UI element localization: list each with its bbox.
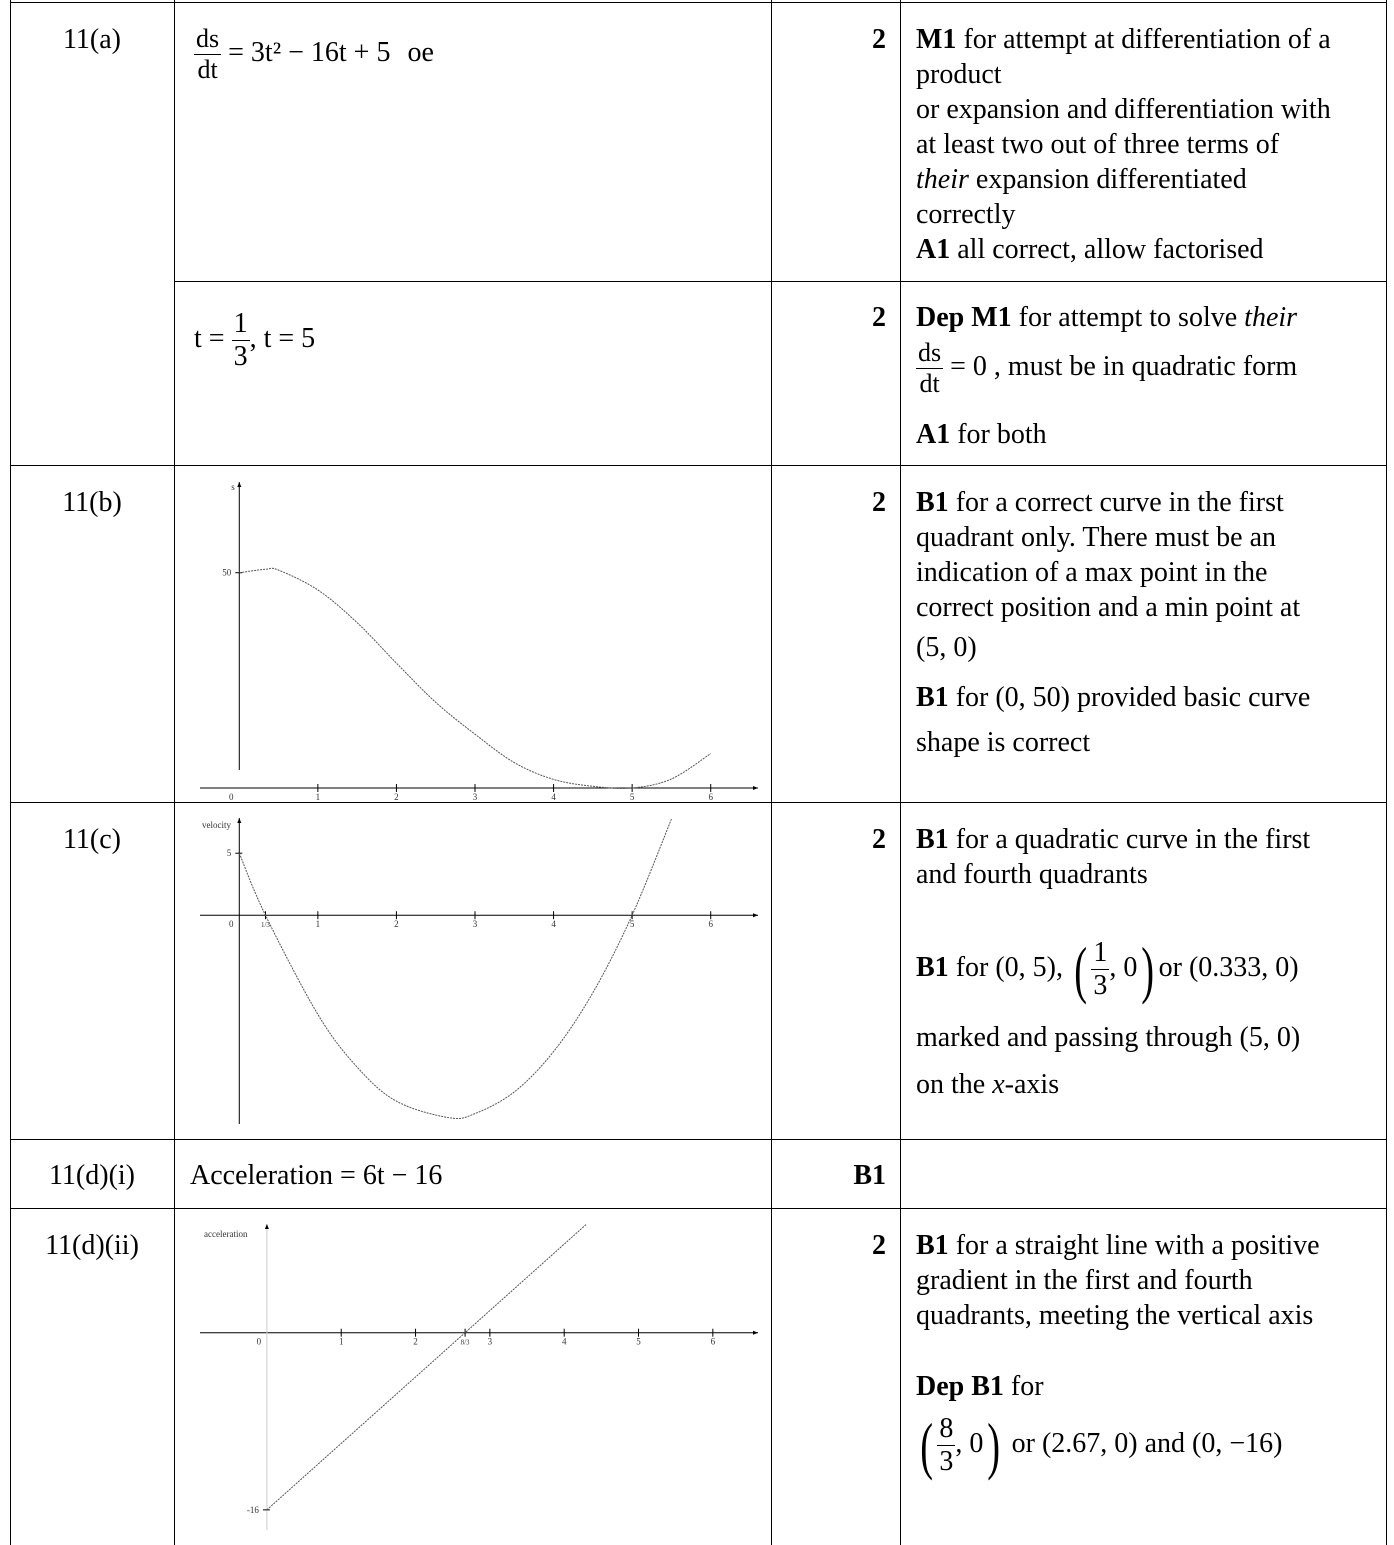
guidance-line xyxy=(916,1020,1300,1055)
mark-code: B1 xyxy=(916,952,949,983)
one-third-fraction xyxy=(232,310,250,371)
guidance-text: on the xyxy=(916,1069,986,1100)
x-tick-label: 4 xyxy=(551,792,556,802)
derivative-rhs: = 3t² − 16t + 5 xyxy=(228,36,391,68)
mark-code: M1 xyxy=(916,24,957,55)
acceleration-graph xyxy=(182,1214,766,1540)
guidance-emphasis: their xyxy=(916,164,969,195)
guidance-line: gradient in the first and fourth xyxy=(916,1265,1253,1296)
x-tick-label: 0 xyxy=(256,1336,262,1347)
guidance-point: (0, 5), xyxy=(995,952,1063,983)
fraction-denominator: 3 xyxy=(939,1446,954,1478)
fraction-denominator: 3 xyxy=(1093,970,1108,1002)
table-rule xyxy=(10,465,1387,466)
x-tick-label: 5 xyxy=(629,919,635,930)
mark-code: B1 xyxy=(916,487,949,518)
guidance-line: quadrants, meeting the vertical axis xyxy=(916,1300,1314,1331)
series-line xyxy=(239,568,710,788)
y-axis-label: s xyxy=(231,482,235,492)
guidance-text: marked and passing through xyxy=(916,1022,1233,1053)
guidance-line xyxy=(916,162,1247,197)
x-tick-label: 6 xyxy=(708,919,713,930)
ds-dt-fraction xyxy=(916,340,943,397)
table-rule xyxy=(1386,0,1387,1545)
guidance-line: shape is correct xyxy=(916,727,1091,758)
guidance-line xyxy=(916,1369,1044,1404)
x-tick-label: 2 xyxy=(394,919,399,930)
table-rule xyxy=(10,802,1387,803)
marks-11a-1: 2 xyxy=(872,24,886,55)
y-axis-arrow xyxy=(237,482,241,487)
y-axis-label: velocity xyxy=(202,820,231,830)
guidance-emphasis: their xyxy=(1244,302,1298,333)
answer-11a-derivative xyxy=(194,26,434,83)
guidance-line xyxy=(916,232,1264,267)
fraction-numerator: ds xyxy=(196,24,220,53)
guidance-line: or expansion and differentiation with xyxy=(916,94,1331,125)
right-paren: ) xyxy=(1141,933,1155,1005)
x-tick-label: 3 xyxy=(472,792,478,802)
guidance-line: correctly xyxy=(916,199,1016,230)
table-rule xyxy=(10,1208,1387,1209)
mark-code: B1 xyxy=(916,824,949,855)
marks-11dii: 2 xyxy=(872,1230,886,1261)
question-id-11b: 11(b) xyxy=(62,487,122,518)
question-id-11di: 11(d)(i) xyxy=(48,1160,136,1191)
guidance-text: for both xyxy=(957,419,1047,450)
question-id-11c: 11(c) xyxy=(62,824,122,855)
y-axis-arrow xyxy=(237,818,241,823)
x-axis-arrow xyxy=(753,1331,758,1335)
x-tick-label: 1 xyxy=(315,919,321,930)
mark-code: A1 xyxy=(916,234,951,265)
guidance-text: or xyxy=(1158,952,1182,983)
fraction-numerator: 1 xyxy=(233,308,248,339)
guidance-text: for attempt at differentiation of a xyxy=(963,24,1331,55)
one-third-fraction xyxy=(1091,939,1109,1000)
right-paren: ) xyxy=(987,1409,1001,1481)
left-paren: ( xyxy=(1074,933,1088,1005)
table-rule xyxy=(10,1139,1387,1140)
guidance-line: correct position and a min point at xyxy=(916,592,1301,623)
oe-note: oe xyxy=(407,36,434,68)
x-tick-label: 4 xyxy=(561,1336,567,1347)
point-zero: , 0 xyxy=(955,1428,984,1459)
x-tick-label: 0 xyxy=(229,792,234,802)
guidance-text: provided basic curve xyxy=(1077,682,1311,713)
velocity-graph xyxy=(182,808,766,1134)
table-rule xyxy=(771,0,772,1545)
y-tick-label: -16 xyxy=(246,1504,259,1515)
guidance-emphasis: x xyxy=(992,1069,1005,1100)
guidance-text: for xyxy=(955,952,989,983)
question-id-11a: 11(a) xyxy=(62,24,122,55)
guidance-text: all correct, allow factorised xyxy=(957,234,1264,265)
x-tick-label: 2 xyxy=(413,1336,418,1347)
marks-11di: B1 xyxy=(853,1160,886,1191)
left-paren: ( xyxy=(920,1409,934,1481)
x-tick-label: 1/3 xyxy=(260,921,270,930)
fraction-denominator: 3 xyxy=(233,341,248,372)
guidance-line xyxy=(916,822,1310,857)
marks-11a-2: 2 xyxy=(872,302,886,333)
guidance-point: (0, −16) xyxy=(1192,1428,1283,1459)
fraction-denominator: dt xyxy=(919,369,940,398)
fraction-numerator: 8 xyxy=(939,1413,954,1445)
guidance-text: for a straight line with a positive xyxy=(955,1230,1320,1261)
guidance-line xyxy=(916,340,1297,397)
table-rule xyxy=(10,0,11,1545)
guidance-line: and fourth quadrants xyxy=(916,859,1148,890)
fraction-numerator: 1 xyxy=(1093,937,1108,969)
mark-code: B1 xyxy=(916,682,949,713)
guidance-text: expansion differentiated xyxy=(975,164,1247,195)
guidance-text: for a quadratic curve in the first xyxy=(955,824,1311,855)
guidance-text: for a correct curve in the first xyxy=(955,487,1284,518)
x-tick-label: 5 xyxy=(636,1336,641,1347)
ds-dt-fraction xyxy=(194,26,221,83)
guidance-line xyxy=(916,930,1299,1008)
series-line xyxy=(239,819,671,1118)
guidance-text: for xyxy=(955,682,989,713)
x-tick-label: 2 xyxy=(394,792,399,802)
series-line xyxy=(267,1224,587,1510)
guidance-point: (5, 0) xyxy=(1239,1022,1301,1053)
guidance-line xyxy=(916,1404,1283,1486)
y-tick-label: 5 xyxy=(226,848,232,859)
x-tick-label: 8/3 xyxy=(460,1338,470,1347)
guidance-point: (0.333, 0) xyxy=(1188,952,1299,983)
guidance-line xyxy=(916,1067,1059,1102)
guidance-text: -axis xyxy=(1004,1069,1060,1100)
guidance-line xyxy=(916,417,1047,452)
x-axis-arrow xyxy=(753,786,758,790)
eight-thirds-fraction xyxy=(937,1415,955,1476)
guidance-line: quadrant only. There must be an xyxy=(916,522,1277,553)
guidance-text: for attempt to solve xyxy=(1018,302,1238,333)
guidance-text: = 0 , must be in quadratic form xyxy=(950,350,1298,382)
guidance-line: indication of a max point in the xyxy=(916,557,1268,588)
table-rule xyxy=(10,2,1387,3)
x-tick-label: 6 xyxy=(710,1336,716,1347)
x-tick-label: 1 xyxy=(315,792,321,802)
mark-code: Dep M1 xyxy=(916,302,1012,333)
answer-11a-roots xyxy=(194,310,315,371)
table-rule xyxy=(175,281,1387,282)
question-id-11dii: 11(d)(ii) xyxy=(45,1230,139,1261)
x-tick-label: 6 xyxy=(708,792,713,802)
y-axis-arrow xyxy=(265,1224,269,1229)
guidance-line xyxy=(916,485,1284,520)
x-tick-label: 3 xyxy=(487,1336,493,1347)
guidance-text: for xyxy=(1010,1371,1044,1402)
guidance-point: (0, 50) xyxy=(995,682,1070,713)
x-tick-label: 4 xyxy=(551,919,556,930)
x-axis-arrow xyxy=(753,913,758,917)
guidance-line xyxy=(916,22,1331,57)
x-tick-label: 1 xyxy=(338,1336,344,1347)
x-tick-label: 0 xyxy=(229,919,234,930)
marks-11b: 2 xyxy=(872,487,886,518)
fraction-denominator: dt xyxy=(197,55,218,84)
guidance-line: at least two out of three terms of xyxy=(916,129,1280,160)
mark-code: A1 xyxy=(916,419,951,450)
guidance-point: (2.67, 0) xyxy=(1041,1428,1138,1459)
mark-code: Dep B1 xyxy=(916,1371,1004,1402)
t-equals: t = xyxy=(194,322,225,354)
mark-code: B1 xyxy=(916,1230,949,1261)
second-root: , t = 5 xyxy=(249,322,316,354)
guidance-line xyxy=(916,680,1310,715)
point-zero: , 0 xyxy=(1109,952,1138,983)
guidance-point: (5, 0) xyxy=(916,632,977,663)
guidance-text: or xyxy=(1011,1428,1035,1459)
marks-11c: 2 xyxy=(872,824,886,855)
fraction-numerator: ds xyxy=(918,338,942,367)
x-tick-label: 3 xyxy=(472,919,478,930)
x-tick-label: 5 xyxy=(629,792,635,802)
y-tick-label: 50 xyxy=(222,567,232,578)
y-axis-label: acceleration xyxy=(204,1229,248,1239)
guidance-text: and xyxy=(1144,1428,1186,1459)
guidance-line xyxy=(916,1228,1320,1263)
table-rule xyxy=(174,0,175,1545)
guidance-line xyxy=(916,300,1297,335)
displacement-graph xyxy=(182,470,766,802)
guidance-line: product xyxy=(916,59,1002,90)
mark-scheme-table xyxy=(10,0,1387,1545)
answer-11di: Acceleration = 6t − 16 xyxy=(190,1160,443,1191)
table-rule xyxy=(900,0,901,1545)
